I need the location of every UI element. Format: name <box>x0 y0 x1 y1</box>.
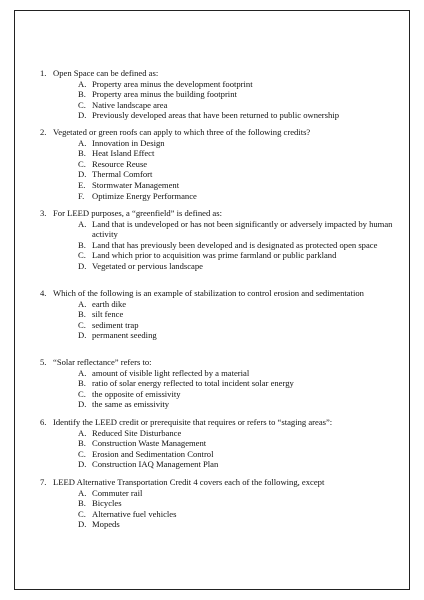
question-6 <box>40 417 395 470</box>
option-list <box>40 428 395 470</box>
question-text: Which of the following is an example of stabilization to control erosion and sedimentation <box>53 288 364 298</box>
option-letter: A. <box>78 367 87 378</box>
option-letter: B. <box>78 239 86 250</box>
option-text: the opposite of emissivity <box>92 388 181 399</box>
option-list <box>40 138 395 202</box>
option-text: the same as emissivity <box>92 399 170 410</box>
option-letter: D. <box>78 330 87 341</box>
option-letter: C. <box>78 99 86 110</box>
option-text: sediment trap <box>92 319 139 330</box>
option-text: Mopeds <box>92 519 120 530</box>
option-text: Property area minus the building footprint <box>92 89 237 100</box>
option-letter: D. <box>78 110 87 121</box>
option-letter: A. <box>78 487 87 498</box>
question-3 <box>40 208 395 272</box>
question-stem <box>40 357 395 368</box>
option-letter: B. <box>78 89 86 100</box>
option-letter: D. <box>78 260 87 271</box>
option-letter: C. <box>78 388 86 399</box>
option-list <box>40 368 395 410</box>
option-letter: B. <box>78 438 86 449</box>
option-item <box>40 378 395 389</box>
option-letter: A. <box>78 298 87 309</box>
option-letter: B. <box>78 378 86 389</box>
question-stem <box>40 68 395 79</box>
option-text: Alternative fuel vehicles <box>92 508 177 519</box>
option-text: Land which prior to acquisition was prime farmland or public parkland <box>92 250 337 261</box>
question-text: Vegetated or green roofs can apply to which three of the following credits? <box>53 127 311 137</box>
option-letter: C. <box>78 448 86 459</box>
option-text: Native landscape area <box>92 99 168 110</box>
option-letter: C. <box>78 319 86 330</box>
option-text: Previously developed areas that have been returned to public ownership <box>92 110 339 121</box>
option-text: silt fence <box>92 309 124 320</box>
question-text: “Solar reflectance” refers to: <box>53 357 152 367</box>
option-item <box>40 320 395 331</box>
option-text: permanent seeding <box>92 330 157 341</box>
option-item <box>40 240 395 251</box>
option-letter: D. <box>78 519 87 530</box>
option-letter: C. <box>78 250 86 261</box>
option-text: Stormwater Management <box>92 179 180 190</box>
option-text: earth dike <box>92 298 127 309</box>
option-item <box>40 399 395 410</box>
option-text: Erosion and Sedimentation Control <box>92 448 214 459</box>
question-number: 7. <box>40 477 47 487</box>
option-letter: A. <box>78 218 87 229</box>
option-item <box>40 459 395 470</box>
option-text: Land that is undeveloped or has not been significantly or adversely impacted by human activity <box>92 218 393 240</box>
option-text: amount of visible light reflected by a material <box>92 367 250 378</box>
option-letter: A. <box>78 137 87 148</box>
option-item <box>40 509 395 520</box>
option-item <box>40 498 395 509</box>
option-item <box>40 261 395 272</box>
option-item <box>40 368 395 379</box>
option-text: Reduced Site Disturbance <box>92 427 182 438</box>
option-text: Heat Island Effect <box>92 148 155 159</box>
option-item <box>40 191 395 202</box>
option-item <box>40 138 395 149</box>
option-item <box>40 110 395 121</box>
question-number: 4. <box>40 288 47 298</box>
option-item <box>40 180 395 191</box>
option-item <box>40 438 395 449</box>
option-item <box>40 428 395 439</box>
question-7 <box>40 477 395 530</box>
question-stem <box>40 208 395 219</box>
option-text: Thermal Comfort <box>92 169 153 180</box>
option-letter: C. <box>78 158 86 169</box>
option-text: Innovation in Design <box>92 137 165 148</box>
option-letter: D. <box>78 169 87 180</box>
option-item <box>40 219 395 240</box>
option-letter: D. <box>78 399 87 410</box>
option-text: Resource Reuse <box>92 158 148 169</box>
option-item <box>40 89 395 100</box>
option-letter: B. <box>78 498 86 509</box>
question-stem <box>40 477 395 488</box>
option-text: Construction IAQ Management Plan <box>92 459 219 470</box>
question-text: LEED Alternative Transportation Credit 4 covers each of the following, except <box>53 477 325 487</box>
question-text: For LEED purposes, a “greenfield” is defined as: <box>53 208 222 218</box>
question-number: 2. <box>40 127 47 137</box>
option-text: Vegetated or pervious landscape <box>92 260 203 271</box>
option-list <box>40 219 395 272</box>
question-number: 3. <box>40 208 47 218</box>
option-letter: B. <box>78 309 86 320</box>
option-text: Optimize Energy Performance <box>92 190 197 201</box>
question-5 <box>40 357 395 410</box>
option-item <box>40 309 395 320</box>
option-item <box>40 100 395 111</box>
option-item <box>40 330 395 341</box>
option-letter: A. <box>78 78 87 89</box>
option-letter: F. <box>78 190 85 201</box>
option-letter: B. <box>78 148 86 159</box>
question-number: 5. <box>40 357 47 367</box>
question-4 <box>40 288 395 341</box>
option-item <box>40 148 395 159</box>
option-text: Commuter rail <box>92 487 143 498</box>
option-text: Construction Waste Management <box>92 438 207 449</box>
option-item <box>40 299 395 310</box>
question-number: 6. <box>40 417 47 427</box>
option-text: ratio of solar energy reflected to total incident solar energy <box>92 378 294 389</box>
option-text: Bicycles <box>92 498 122 509</box>
option-list <box>40 488 395 530</box>
option-item <box>40 159 395 170</box>
option-item <box>40 519 395 530</box>
question-text: Open Space can be defined as: <box>53 68 159 78</box>
option-text: Property area minus the development footprint <box>92 78 253 89</box>
question-text: Identify the LEED credit or prerequisite that requires or refers to “staging areas”: <box>53 417 333 427</box>
option-item <box>40 449 395 460</box>
option-letter: A. <box>78 427 87 438</box>
option-item <box>40 169 395 180</box>
option-letter: D. <box>78 459 87 470</box>
option-item <box>40 79 395 90</box>
option-item <box>40 488 395 499</box>
option-list <box>40 79 395 121</box>
option-item <box>40 389 395 400</box>
option-text: Land that has previously been developed and is designated as protected open space <box>92 239 378 250</box>
question-1 <box>40 68 395 121</box>
question-stem <box>40 288 395 299</box>
option-list <box>40 299 395 341</box>
question-stem <box>40 127 395 138</box>
question-stem <box>40 417 395 428</box>
question-2 <box>40 127 395 201</box>
option-letter: E. <box>78 179 86 190</box>
option-item <box>40 250 395 261</box>
question-number: 1. <box>40 68 47 78</box>
option-letter: C. <box>78 508 86 519</box>
